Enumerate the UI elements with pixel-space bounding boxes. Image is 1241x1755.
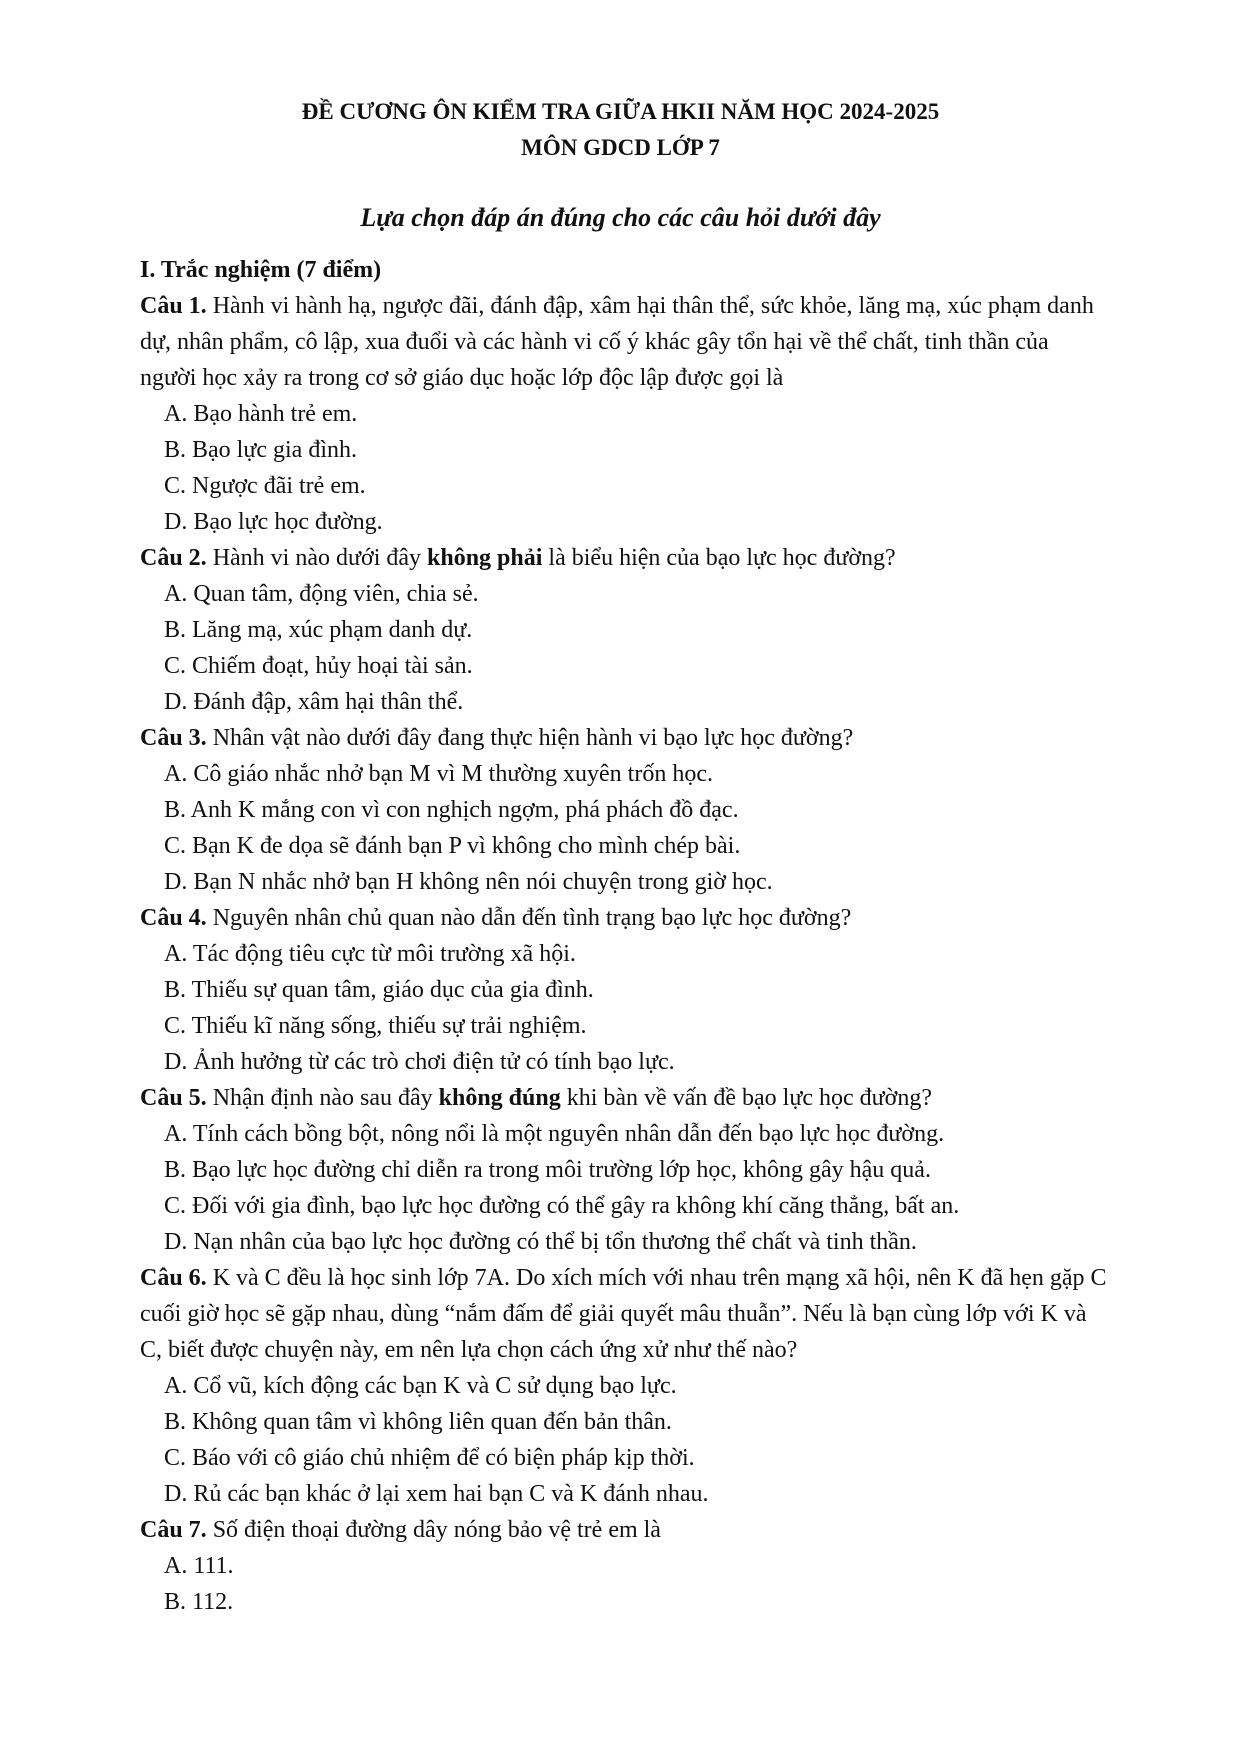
- question-label: Câu 4.: [140, 905, 207, 931]
- document-title: ĐỀ CƯƠNG ÔN KIỂM TRA GIỮA HKII NĂM HỌC 2024-2025: [301, 99, 940, 124]
- option-c: C. Báo với cô giáo chủ nhiệm để có biện pháp kịp thời.: [164, 1445, 695, 1471]
- option-b: B. Anh K mắng con vì con nghịch ngợm, phá phách đồ đạc.: [164, 797, 739, 823]
- option-c: C. Thiếu kĩ năng sống, thiếu sự trải nghiệm.: [164, 1013, 587, 1039]
- option-a: A. Tác động tiêu cực từ môi trường xã hội.: [164, 941, 576, 967]
- question-label: Câu 3.: [140, 725, 207, 751]
- question-2: [140, 540, 1110, 720]
- question-emphasis: không phải: [427, 545, 543, 571]
- question-body-end: là biểu hiện của bạo lực học đường?: [542, 545, 896, 571]
- option-b: B. Thiếu sự quan tâm, giáo dục của gia đình.: [164, 977, 594, 1003]
- option-b: B. Lăng mạ, xúc phạm danh dự.: [164, 617, 473, 643]
- question-body: Nhân vật nào dưới đây đang thực hiện hành vi bạo lực học đường?: [206, 725, 854, 751]
- option-c: C. Đối với gia đình, bạo lực học đường có thể gây ra không khí căng thẳng, bất an.: [164, 1193, 960, 1219]
- question-4: [140, 900, 1110, 1080]
- option-c: C. Ngược đãi trẻ em.: [164, 473, 366, 499]
- question-6: [140, 1260, 1110, 1512]
- question-5: [140, 1080, 1110, 1260]
- option-c: C. Bạn K đe dọa sẽ đánh bạn P vì không cho mình chép bài.: [164, 833, 741, 859]
- question-body: Hành vi hành hạ, ngược đãi, đánh đập, xâm hại thân thể, sức khỏe, lăng mạ, xúc phạm danh dự, nhân phẩm, cô lập, xua đuổi và các hành vi cố ý khác gây tổn hại về thể chất, tinh thần của người học xảy ra trong cơ sở giáo dục hoặc lớp độc lập được gọi là: [140, 293, 1094, 391]
- questions-section: [140, 252, 1110, 1620]
- option-b: B. Bạo lực gia đình.: [164, 437, 357, 463]
- option-a: A. Quan tâm, động viên, chia sẻ.: [164, 581, 479, 607]
- question-label: Câu 2.: [140, 545, 207, 571]
- question-text: [140, 900, 1110, 936]
- question-1: [140, 288, 1110, 540]
- question-text: [140, 720, 1110, 756]
- option-a: A. Bạo hành trẻ em.: [164, 401, 358, 427]
- question-3: [140, 720, 1110, 900]
- question-body-start: Nhận định nào sau đây: [206, 1085, 439, 1111]
- question-text: [140, 1512, 1110, 1548]
- option-b: B. 112.: [164, 1589, 234, 1615]
- option-d: D. Nạn nhân của bạo lực học đường có thể bị tổn thương thể chất và tinh thần.: [164, 1229, 917, 1255]
- option-b: B. Không quan tâm vì không liên quan đến bản thân.: [164, 1409, 672, 1435]
- question-text: [140, 288, 1110, 396]
- option-a: A. 111.: [164, 1553, 234, 1579]
- question-body: Nguyên nhân chủ quan nào dẫn đến tình trạng bạo lực học đường?: [206, 905, 852, 931]
- question-label: Câu 5.: [140, 1085, 207, 1111]
- option-d: D. Ảnh hưởng từ các trò chơi điện tử có tính bạo lực.: [164, 1049, 675, 1075]
- question-text: [140, 1080, 1110, 1116]
- option-a: A. Cổ vũ, kích động các bạn K và C sử dụng bạo lực.: [164, 1373, 677, 1399]
- question-7: [140, 1512, 1110, 1620]
- question-emphasis: không đúng: [438, 1085, 561, 1111]
- question-body: Số điện thoại đường dây nóng bảo vệ trẻ em là: [206, 1517, 661, 1543]
- option-d: D. Rủ các bạn khác ở lại xem hai bạn C và K đánh nhau.: [164, 1481, 709, 1507]
- instruction-text: Lựa chọn đáp án đúng cho các câu hỏi dưới đây: [360, 203, 881, 232]
- option-d: D. Bạn N nhắc nhở bạn H không nên nói chuyện trong giờ học.: [164, 869, 773, 895]
- title-block: [0, 94, 1241, 166]
- section-heading: I. Trắc nghiệm (7 điểm): [140, 257, 382, 283]
- question-body-end: khi bàn về vấn đề bạo lực học đường?: [560, 1085, 932, 1111]
- question-text: [140, 1260, 1110, 1368]
- option-d: D. Bạo lực học đường.: [164, 509, 383, 535]
- question-text: [140, 540, 1110, 576]
- option-b: B. Bạo lực học đường chỉ diễn ra trong môi trường lớp học, không gây hậu quả.: [164, 1157, 931, 1183]
- option-a: A. Tính cách bồng bột, nông nổi là một nguyên nhân dẫn đến bạo lực học đường.: [164, 1121, 945, 1147]
- question-label: Câu 7.: [140, 1517, 207, 1543]
- question-label: Câu 1.: [140, 293, 207, 319]
- option-a: A. Cô giáo nhắc nhở bạn M vì M thường xuyên trốn học.: [164, 761, 713, 787]
- document-subtitle: MÔN GDCD LỚP 7: [521, 135, 720, 160]
- question-body-start: Hành vi nào dưới đây: [206, 545, 428, 571]
- option-c: C. Chiếm đoạt, hủy hoại tài sản.: [164, 653, 473, 679]
- option-d: D. Đánh đập, xâm hại thân thể.: [164, 689, 464, 715]
- question-body: K và C đều là học sinh lớp 7A. Do xích mích với nhau trên mạng xã hội, nên K đã hẹn gặp C cuối giờ học sẽ gặp nhau, dùng “nắm đấm để giải quyết mâu thuẫn”. Nếu là bạn cùng lớp với K và C, biết được chuyện này, em nên lựa chọn cách ứng xử như thế nào?: [140, 1265, 1107, 1363]
- question-label: Câu 6.: [140, 1265, 207, 1291]
